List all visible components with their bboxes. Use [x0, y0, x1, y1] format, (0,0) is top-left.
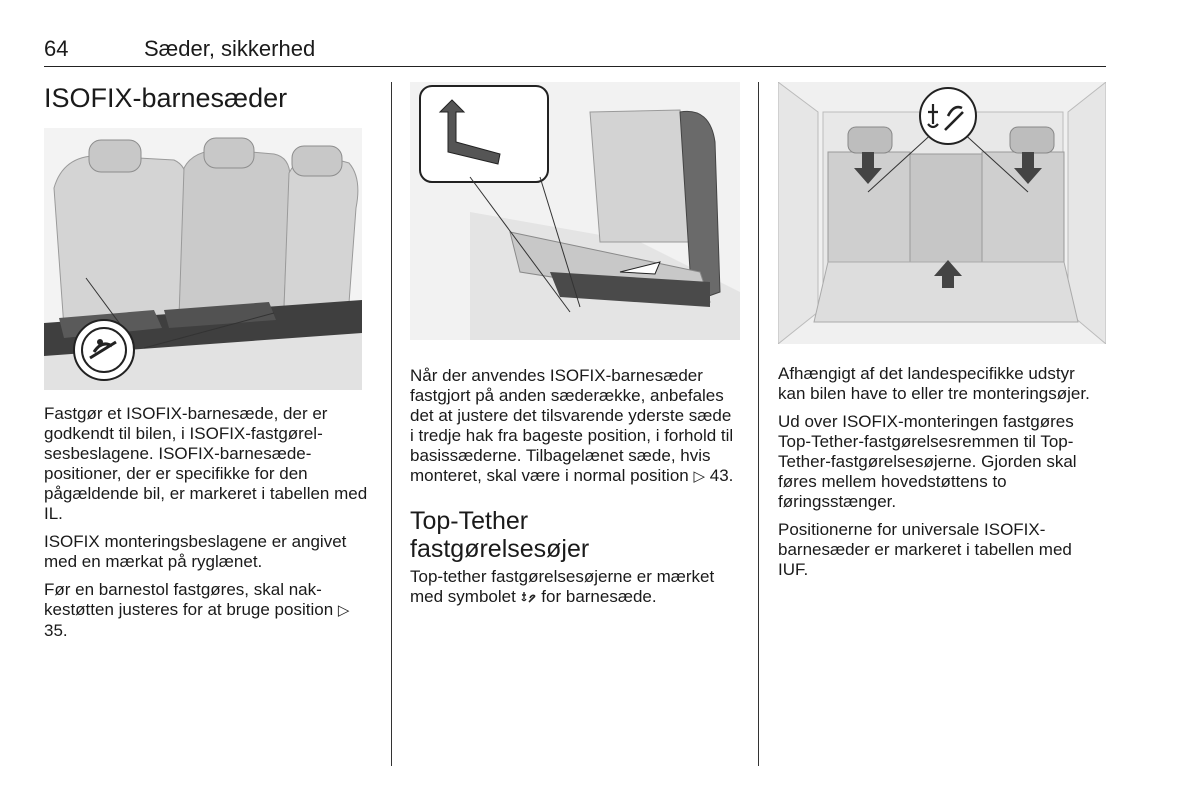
paragraph-text: Når der anvendes ISOFIX-barnesæder fastgjort på anden sæderække, anbefales det at justere det tilsvarende yderste sæde i tredje hak fra bageste position, i forhold til basissæderne. Tilbagelænet sæde, hvis monteret, skal være i normal position [410, 366, 734, 485]
paragraph: Fastgør et ISOFIX-barnesæde, der er godkendt til bilen, i ISOFIX-fastgørelsesbeslagene. ISOFIX-barnesædepositioner, der er specifikke for den pågældende bil, er markeret i tabellen med IL. [44, 404, 368, 523]
paragraph-text: Top-tether fastgørelsesøjerne er mærket med symbolet [410, 567, 715, 606]
paragraph-text: Før en barnestol fastgøres, skal nakkestøtten justeres for at bruge position [44, 580, 334, 619]
paragraph: Positionerne for universale ISOFIX-barnesæder er markeret i tabellen med IUF. [778, 520, 1072, 579]
page-header [44, 36, 1106, 67]
column-divider [391, 82, 392, 766]
paragraph [410, 366, 738, 487]
paragraph-text: for barnesæde. [541, 587, 657, 606]
heading-line: fastgørelsesøjer [410, 535, 590, 563]
top-tether-symbol-icon [521, 590, 537, 604]
paragraph: ISOFIX monteringsbeslagene er angivet med en mærkat på ryglænet. [44, 532, 347, 571]
paragraph: Afhængigt af det landespecifikke udstyr kan bilen have to eller tre monteringsøjer. [778, 364, 1090, 403]
paragraph: Ud over ISOFIX-monteringen fastgøres Top-Tether-fastgørelsesremmen til Top-Tether-fastgørelsesøjerne. Gjorden skal føres mellem hovedstøttens to føringsstænger. [778, 412, 1077, 511]
section-title: Sæder, sikkerhed [144, 36, 316, 61]
page-number: 64 [44, 36, 69, 61]
cargo-area-tether-eyes-illustration [778, 82, 1106, 344]
page-reference-icon: ▷ [337, 602, 350, 619]
second-row-seat-adjustment-illustration [410, 82, 740, 340]
paragraph [410, 567, 738, 607]
rear-seat-isofix-illustration [44, 128, 362, 390]
page-reference-number: 43. [709, 466, 734, 485]
heading-line: Top-Tether [410, 507, 529, 535]
page-reference-icon: ▷ [693, 468, 706, 485]
column-2 [410, 82, 738, 615]
column-3 [778, 82, 1106, 588]
heading-isofix: ISOFIX-barnesæder [44, 83, 288, 113]
page-reference-number: 35. [44, 621, 68, 640]
column-1 [44, 82, 372, 649]
paragraph [44, 580, 372, 641]
heading-top-tether [410, 507, 738, 563]
column-divider [758, 82, 759, 766]
